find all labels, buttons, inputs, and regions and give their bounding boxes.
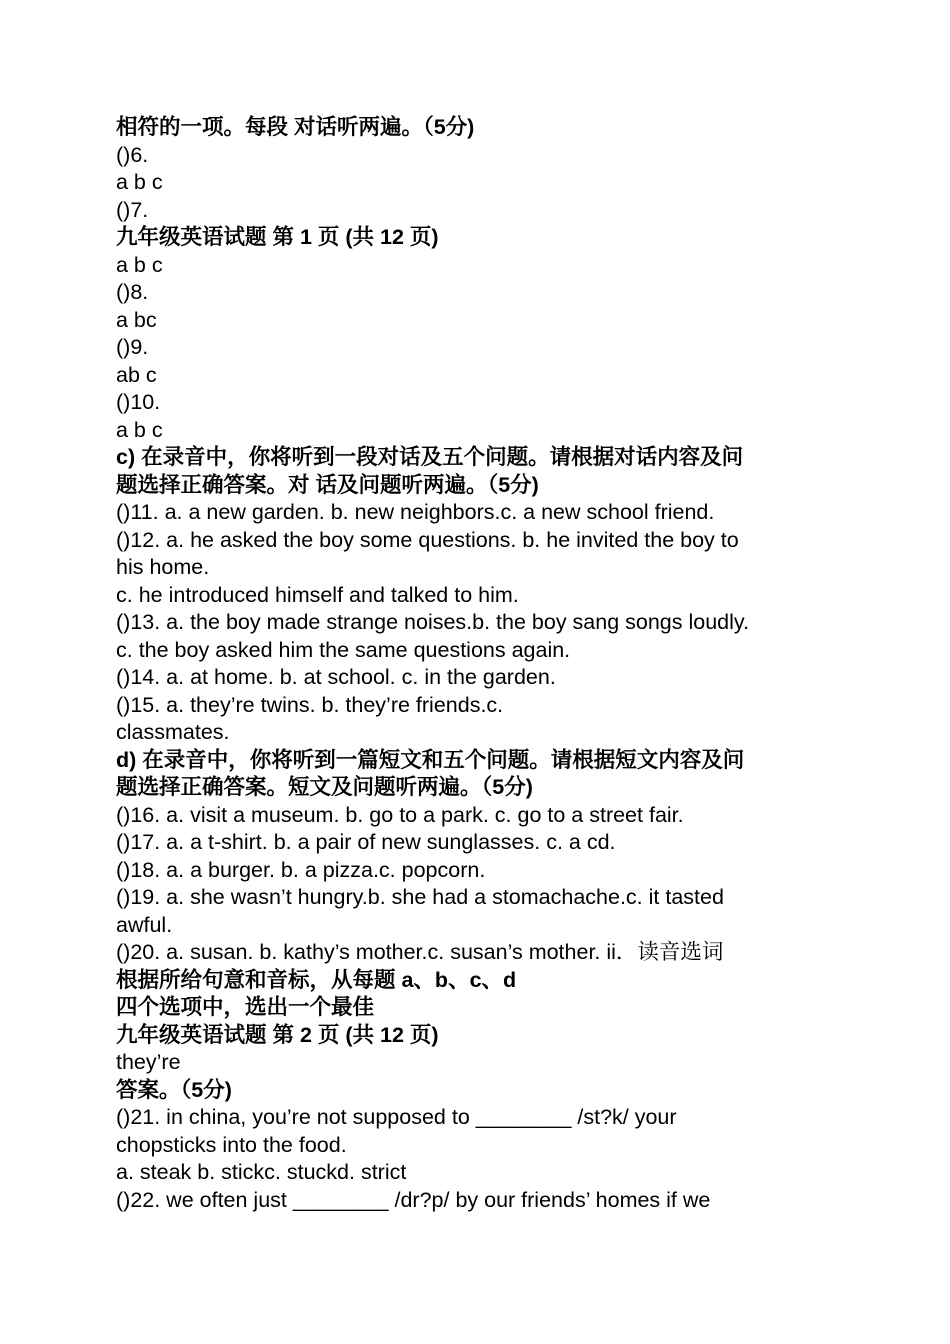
- question-6: ()6.: [116, 142, 149, 167]
- question-12: ()12. a. he asked the boy some questions. b. he invited the boy to: [116, 527, 739, 552]
- section-c-instruction: c) 在录音中，你将听到一段对话及五个问题。请根据对话内容及问: [116, 445, 744, 469]
- question-15: ()15. a. they’re twins. b. they’re friends.c.: [116, 692, 504, 717]
- section-c-instruction-cont: 题选择正确答案。对 话及问题听两遍。（5分): [116, 472, 539, 497]
- question-15-cont: classmates.: [116, 720, 230, 744]
- page-footer-1: 九年级英语试题 第 1 页 (共 12 页): [116, 225, 439, 249]
- question-21-cont: chopsticks into the food.: [116, 1132, 347, 1157]
- question-17: ()17. a. a t-shirt. b. a pair of new sunglasses. c. a cd.: [116, 830, 616, 854]
- options-10: a b c: [116, 417, 163, 442]
- options-7: a b c: [116, 252, 163, 277]
- question-10: ()10.: [116, 390, 161, 414]
- section-d-instruction: d) 在录音中，你将听到一篇短文和五个问题。请根据短文内容及问: [116, 747, 745, 772]
- question-9: ()9.: [116, 335, 149, 359]
- question-18: ()18. a. a burger. b. a pizza.c. popcorn.: [116, 857, 486, 882]
- question-21: ()21. in china, you’re not supposed to ________ /st?k/ your: [116, 1105, 677, 1129]
- question-13-option-c: c. the boy asked him the same questions again.: [116, 637, 571, 662]
- options-8: a bc: [116, 307, 157, 332]
- options-9: ab c: [116, 362, 157, 387]
- question-21-options: a. steak b. stickc. stuckd. strict: [116, 1160, 407, 1184]
- question-19: ()19. a. she wasn’t hungry.b. she had a stomachache.c. it tasted: [116, 885, 724, 909]
- section-d-instruction-cont: 题选择正确答案。短文及问题听两遍。（5分): [116, 775, 533, 799]
- page-footer-2: 九年级英语试题 第 2 页 (共 12 页): [116, 1022, 439, 1047]
- question-14: ()14. a. at home. b. at school. c. in the garden.: [116, 665, 556, 689]
- instruction-line: 相符的一项。每段 对话听两遍。（5分): [116, 115, 475, 139]
- options-6: a b c: [116, 170, 163, 194]
- section-ii-instruction-end: 答案。（5分): [116, 1077, 232, 1102]
- question-11: ()11. a. a new garden. b. new neighbors.c. a new school friend.: [116, 500, 715, 524]
- section-ii-instruction-cont: 四个选项中，选出一个最佳: [116, 995, 375, 1019]
- question-12-option-c: c. he introduced himself and talked to him.: [116, 582, 519, 607]
- question-7: ()7.: [116, 197, 149, 222]
- document-page: [116, 114, 836, 1214]
- question-20: ()20. a. susan. b. kathy’s mother.c. susan’s mother. ii．读音选词: [116, 940, 724, 964]
- question-8: ()8.: [116, 280, 149, 304]
- question-19-cont: awful.: [116, 912, 173, 937]
- stray-text: they’re: [116, 1050, 181, 1074]
- section-ii-instruction: 根据所给句意和音标，从每题 a、b、c、d: [116, 967, 517, 992]
- question-16: ()16. a. visit a museum. b. go to a park. c. go to a street fair.: [116, 802, 684, 827]
- question-13: ()13. a. the boy made strange noises.b. the boy sang songs loudly.: [116, 610, 750, 634]
- question-12-cont: his home.: [116, 555, 210, 579]
- question-22: ()22. we often just ________ /dr?p/ by our friends’ homes if we: [116, 1187, 711, 1212]
